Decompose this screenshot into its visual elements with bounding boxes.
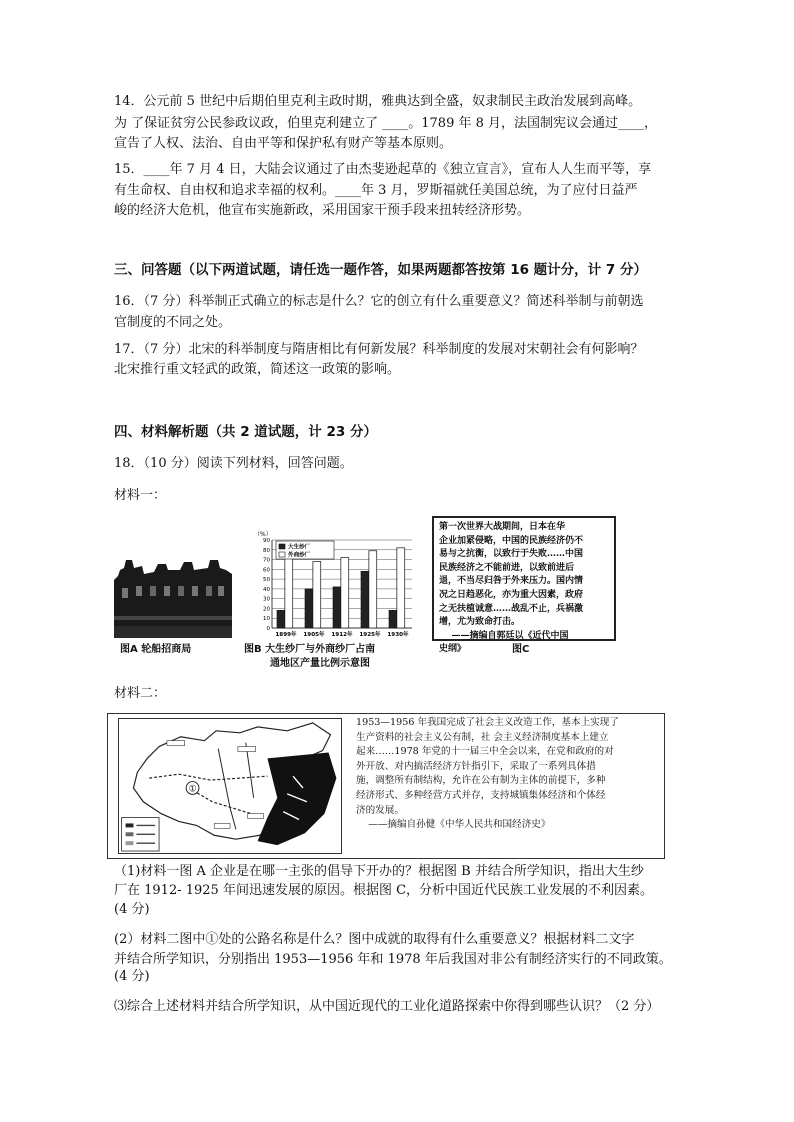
chart-bar-foreign-2 [341,558,349,628]
subq-1-line-3: (4 分) [114,902,150,917]
steamship-bureau-photo [114,540,232,638]
china-highway-map [118,718,342,854]
chart-bar-dasheng-1 [305,589,313,628]
chart-xtick-label: 1905年 [303,632,325,638]
chart-legend-label: 外商纱厂 [288,552,311,559]
subq-1-line-1: （1)材料一图 A 企业是在哪一主张的倡导下开办的？根据图 B 并结合所学知识，指出大生纱 [114,864,644,879]
chart-legend-swatch [279,552,285,557]
subq-2-line-3: (4 分) [114,969,150,984]
chart-bar-dasheng-2 [333,587,341,628]
subq-1-line-2: 厂在 1912- 1925 年间迅速发展的原因。根据图 C，分析中国近代民族工业发展的不利因素。 [114,883,654,898]
subq-2-line-1: (2）材料二图中①处的公路名称是什么？图中成就的取得有什么重要意义？根据材料二文字 [114,932,635,947]
chart-legend-label: 大生纱厂 [288,544,311,551]
q17-line-1: 17．（7 分）北宋的科举制度与隋唐相比有何新发展？科举制度的发展对宋朝社会有何影响？ [114,342,644,357]
chart-ytick-label: 60 [263,567,270,574]
chart-bar-dasheng-4 [389,610,397,628]
caption-figure-c: 图C [512,644,530,655]
chart-xtick-label: 1925年 [359,632,381,638]
chart-bar-foreign-3 [369,551,377,628]
caption-figure-a: 图A 轮船招商局 [120,644,192,655]
chart-ytick-label: 50 [263,577,270,584]
q14-line-1: 14．公元前 5 世纪中后期伯里克利主政时期，雅典达到全盛，奴隶制民主政治发展到高峰。 [114,94,642,109]
map-marker-1: ① [188,784,197,795]
section-3-heading: 三、问答题（以下两道试题，请任选一题作答，如果两题都答按第 16 题计分，计 7 分） [114,262,647,278]
chart-bar-foreign-1 [313,562,321,628]
q14-line-2: 为 了保证贫穷公民参政议政，伯里克利建立了 ____。1789 年 8 月，法国制宪议会通过____， [114,116,658,131]
q17-line-2: 北宋推行重文轻武的政策，简述这一政策的影响。 [114,362,401,377]
material-2-box [107,713,665,859]
q16-line-2: 官制度的不同之处。 [114,315,232,330]
q16-line-1: 16．（7 分）科举制正式确立的标志是什么？它的创立有什么重要意义？简述科举制与前朝选 [114,294,644,309]
figure-c-textbox: 第一次世界大战期间，日本在华 企业加紧侵略，中国的民族经济仍不 易与之抗衡，以致行于失败……中国 民族经济之不能前进，以致前进后 退，不当尽归咎于外来压力。国内情 况之日趋恶化，亦为重大因素，政府 之无扶植诚意……战乱不止，兵祸激 增，尤为致命打击。 ——摘编自郭廷以《近代中国 史纲》 [432,516,616,641]
chart-ylabel: （%） [254,531,272,538]
chart-ytick-label: 90 [263,538,270,544]
chart-xtick-label: 1912年 [331,632,353,638]
chart-bar-dasheng-0 [277,610,285,628]
chart-bar-dasheng-3 [361,571,369,628]
q15-line-2: 有生命权、自由权和追求幸福的权利。____年 3 月，罗斯福就任美国总统，为了应付日益严 [114,183,638,198]
chart-xtick-label: 1899年 [275,632,297,638]
caption-figure-b-line-1: 图B 大生纱厂与外商纱厂占南 [244,644,376,655]
chart-ytick-label: 10 [263,616,270,623]
caption-figure-b-line-2: 通地区产量比例示意图 [270,658,370,669]
subq-2-line-2: 并结合所学知识，分别指出 1953—1956 年和 1978 年后我国对非公有制经济实行的不同政策。 [114,952,672,967]
material-1-label: 材料一： [114,488,167,503]
chart-bar-foreign-0 [285,550,293,628]
chart-bar-foreign-4 [397,548,405,628]
spinning-mill-bar-chart [252,530,417,642]
chart-xtick-label: 1930年 [387,632,409,638]
material-2-text: 1953—1956 年我国完成了社会主义改造工作，基本上实现了 生产资料的社会主义公有制，社 会主义经济制度基本上建立 起来……1978 年党的十一届三中全会以来，在党和政府的对 外开放、对内搞活经济方针指引下，采取了一系列具体措 施，调整所有制结构，允许在公有制为主体的前提下，多种 经济形式、多种经营方式并存，支持城镇集体经济和个体经 济的发展。 ——摘编自孙健《中华人民共和国经济史》 [356,717,619,831]
chart-ytick-label: 20 [263,606,270,613]
subq-3-line-1: ⑶综合上述材料并结合所学知识，从中国近现代的工业化道路探索中你得到哪些认识？（2 分） [114,999,660,1014]
q15-line-1: 15．____年 7 月 4 日，大陆会议通过了由杰斐逊起草的《独立宣言》，宣布人人生而平等，享 [114,162,652,177]
chart-legend-swatch [279,544,285,549]
section-4-heading: 四、材料解析题（共 2 道试题，计 23 分） [114,424,377,440]
chart-ytick-label: 70 [263,557,270,564]
q15-line-3: 峻的经济大危机，他宣布实施新政，采用国家干预手段来扭转经济形势。 [114,203,531,218]
chart-ytick-label: 30 [263,596,270,603]
chart-ytick-label: 0 [266,626,270,632]
q14-line-3: 宣告了人权、法治、自由平等和保护私有财产等基本原则。 [114,136,453,151]
q18-intro: 18．（10 分）阅读下列材料，回答问题。 [114,456,353,471]
chart-ytick-label: 40 [263,586,270,593]
chart-ytick-label: 80 [263,547,270,554]
material-2-label: 材料二： [114,686,167,701]
